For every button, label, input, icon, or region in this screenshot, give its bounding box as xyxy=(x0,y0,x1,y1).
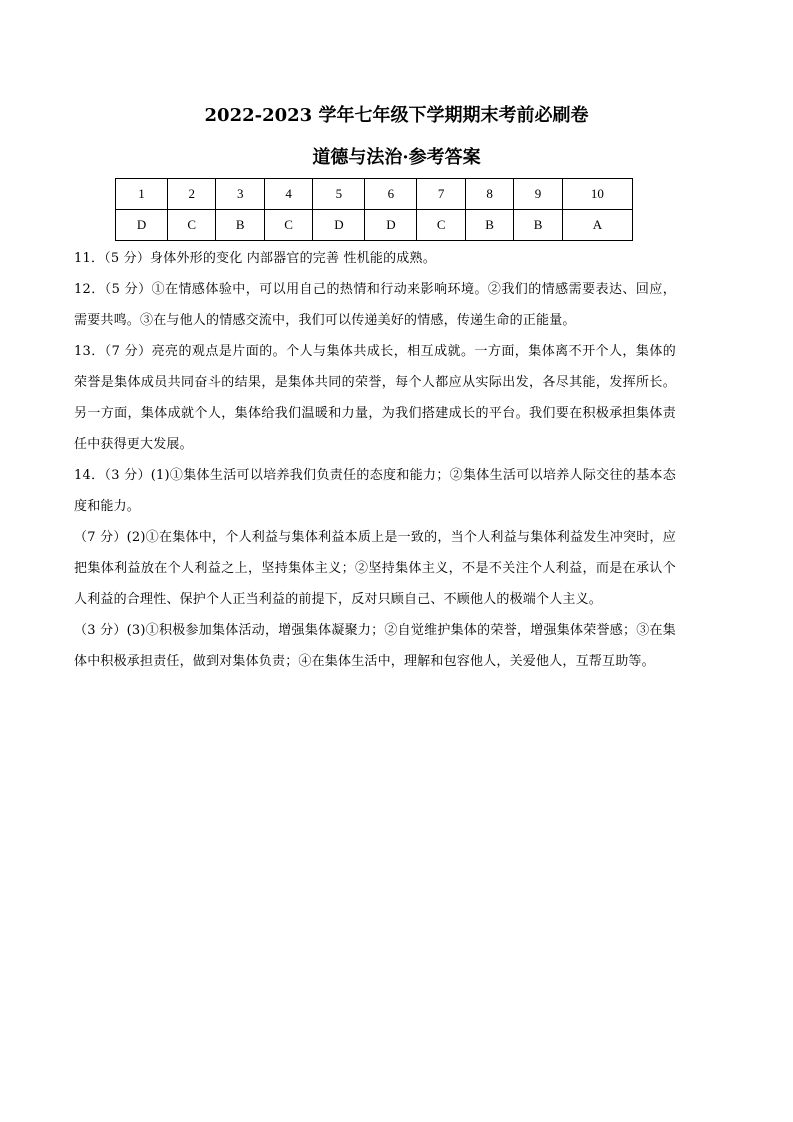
answer-cell: C xyxy=(264,210,312,241)
question-number-cell: 2 xyxy=(168,179,216,210)
question-number-cell: 5 xyxy=(313,179,365,210)
answer-cell: C xyxy=(168,210,216,241)
question-number-cell: 1 xyxy=(116,179,168,210)
question-number-row xyxy=(116,179,633,210)
answer-row xyxy=(116,210,633,241)
answer-body xyxy=(74,243,676,677)
answer-cell: B xyxy=(216,210,264,241)
answer-cell: C xyxy=(417,210,465,241)
question-number-cell: 8 xyxy=(465,179,513,210)
multiple-choice-answer-table xyxy=(115,178,633,241)
answer-paragraph-13: 13．（7 分）亮亮的观点是片面的。个人与集体共成长，相互成就。一方面，集体离不开个人，集体的荣誉是集体成员共同奋斗的结果，是集体共同的荣誉，每个人都应从实际出发，各尽其能，发挥所长。另一方面，集体成就个人，集体给我们温暖和力量，为我们搭建成长的平台。我们要在积极承担集体责任中获得更大发展。 xyxy=(74,344,676,452)
answer-cell: D xyxy=(365,210,417,241)
question-number-cell: 9 xyxy=(514,179,562,210)
answer-cell: D xyxy=(313,210,365,241)
question-number-cell: 3 xyxy=(216,179,264,210)
question-number-cell: 10 xyxy=(562,179,632,210)
page-subtitle: 道德与法治·参考答案 xyxy=(312,147,481,168)
question-number-cell: 4 xyxy=(264,179,312,210)
answer-cell: D xyxy=(116,210,168,241)
page-title: 2022-2023 学年七年级下学期期末考前必刷卷 xyxy=(204,105,589,126)
question-number-cell: 7 xyxy=(417,179,465,210)
answer-cell: B xyxy=(514,210,562,241)
answer-paragraph-11: 11．（5 分）身体外形的变化 内部器官的完善 性机能的成熟。 xyxy=(74,251,436,266)
answer-paragraph-12: 12．（5 分）①在情感体验中，可以用自己的热情和行动来影响环境。②我们的情感需要表达、回应，需要共鸣。③在与他人的情感交流中，我们可以传递美好的情感，传递生命的正能量。 xyxy=(74,282,676,328)
answer-cell: A xyxy=(562,210,632,241)
answer-paragraph-14-1: 14．（3 分）(1)①集体生活可以培养我们负责任的态度和能力；②集体生活可以培养人际交往的基本态度和能力。 xyxy=(74,468,676,514)
answer-paragraph-14-2: （7 分）(2)①在集体中，个人利益与集体利益本质上是一致的，当个人利益与集体利益发生冲突时，应把集体利益放在个人利益之上，坚持集体主义；②坚持集体主义，不是不关注个人利益，而是在承认个人利益的合理性、保护个人正当利益的前提下，反对只顾自己、不顾他人的极端个人主义。 xyxy=(74,530,676,607)
answer-paragraph-14-3: （3 分）(3)①积极参加集体活动，增强集体凝聚力；②自觉维护集体的荣誉，增强集体荣誉感；③在集体中积极承担责任，做到对集体负责；④在集体生活中，理解和包容他人，关爱他人，互帮互助等。 xyxy=(74,623,676,669)
answer-cell: B xyxy=(465,210,513,241)
question-number-cell: 6 xyxy=(365,179,417,210)
